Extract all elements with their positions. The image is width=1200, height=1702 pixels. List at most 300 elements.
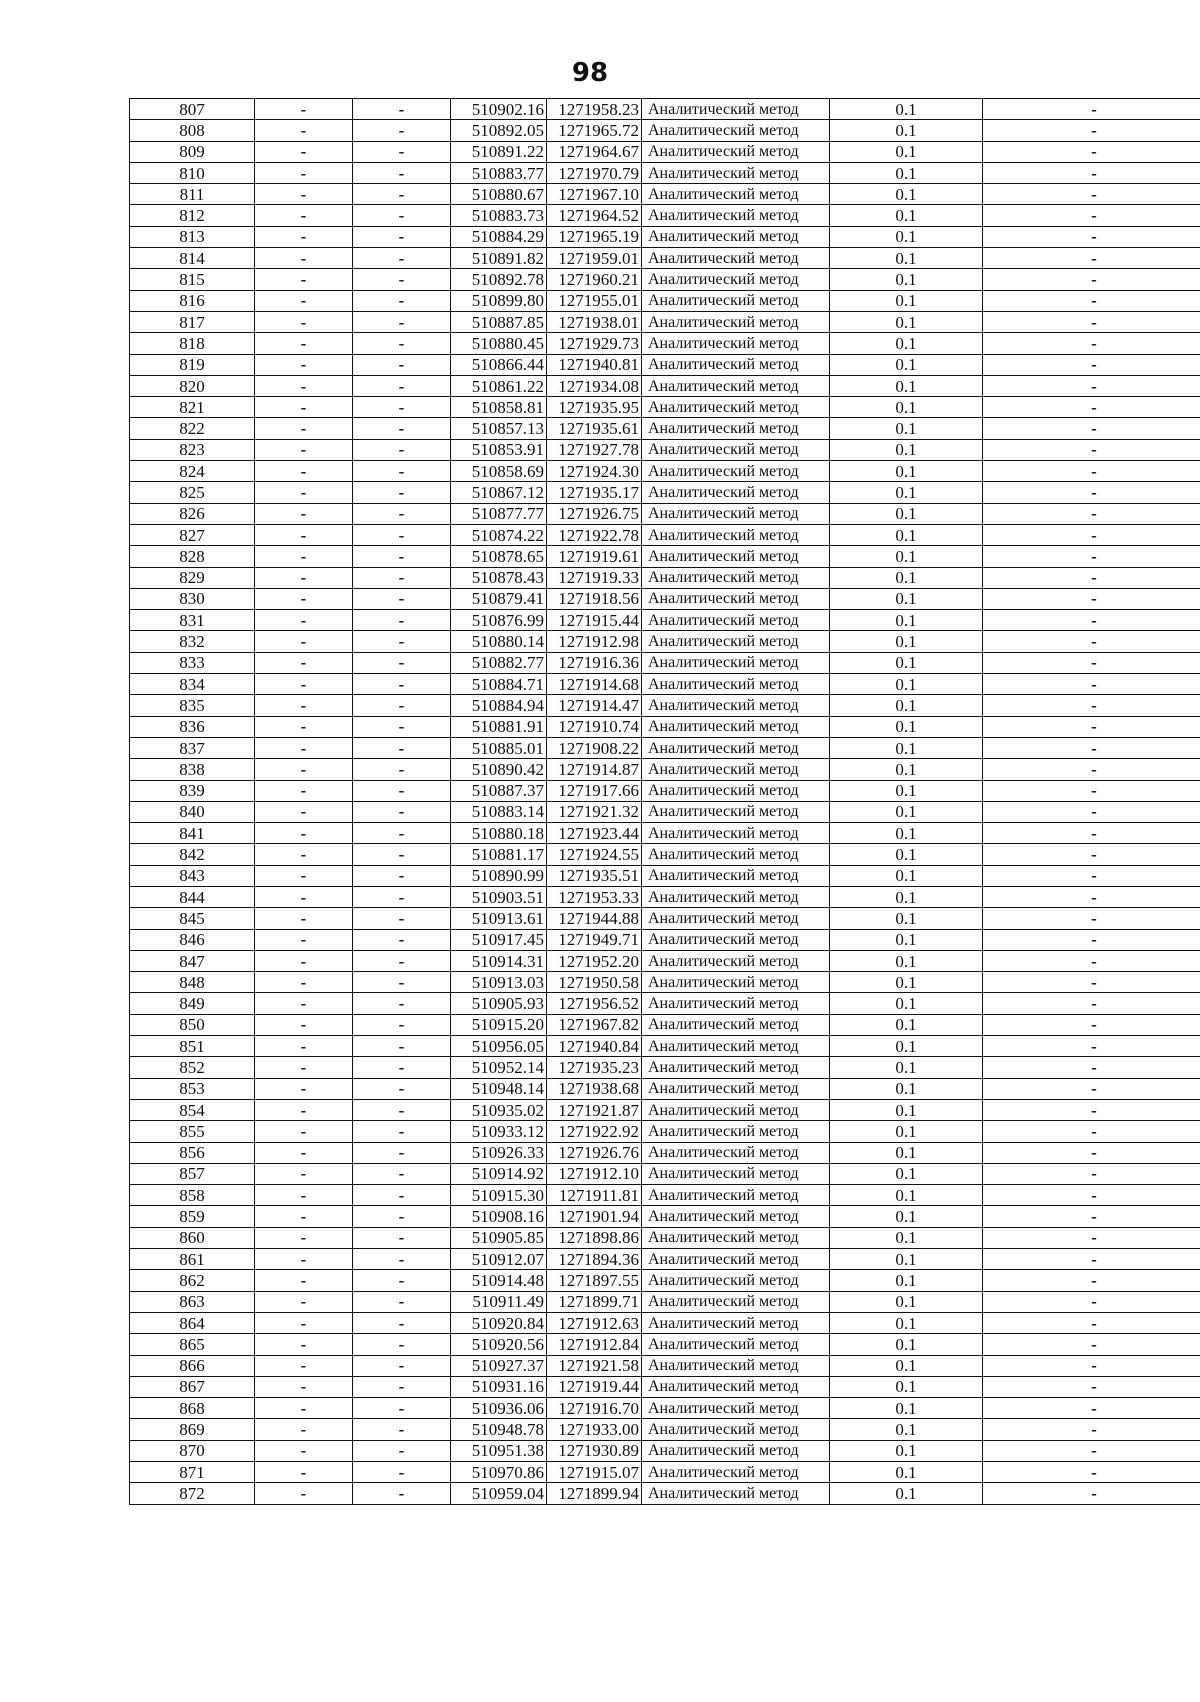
dash-cell: - [353, 1483, 451, 1504]
dash-cell: - [353, 1440, 451, 1461]
dash-cell: - [255, 354, 353, 375]
y-coordinate-cell: 1271938.01 [547, 311, 642, 332]
y-coordinate-cell: 1271923.44 [547, 823, 642, 844]
table-row [130, 1036, 1200, 1057]
point-number-cell: 848 [130, 972, 255, 993]
description-cell: - [983, 674, 1200, 695]
y-coordinate-cell: 1271927.78 [547, 439, 642, 460]
description-cell: - [983, 1440, 1200, 1461]
y-coordinate-cell: 1271926.76 [547, 1142, 642, 1163]
dash-cell: - [353, 993, 451, 1014]
accuracy-cell: 0.1 [830, 1057, 983, 1078]
y-coordinate-cell: 1271967.10 [547, 184, 642, 205]
dash-cell: - [255, 652, 353, 673]
method-cell: Аналитический метод [642, 461, 830, 482]
dash-cell: - [353, 759, 451, 780]
y-coordinate-cell: 1271894.36 [547, 1249, 642, 1270]
point-number-cell: 830 [130, 588, 255, 609]
table-row [130, 631, 1200, 652]
point-number-cell: 843 [130, 865, 255, 886]
accuracy-cell: 0.1 [830, 290, 983, 311]
point-number-cell: 866 [130, 1355, 255, 1376]
point-number-cell: 851 [130, 1036, 255, 1057]
accuracy-cell: 0.1 [830, 567, 983, 588]
x-coordinate-cell: 510880.67 [451, 184, 547, 205]
method-cell: Аналитический метод [642, 418, 830, 439]
accuracy-cell: 0.1 [830, 141, 983, 162]
dash-cell: - [353, 1291, 451, 1312]
accuracy-cell: 0.1 [830, 1014, 983, 1035]
y-coordinate-cell: 1271912.98 [547, 631, 642, 652]
method-cell: Аналитический метод [642, 801, 830, 822]
method-cell: Аналитический метод [642, 1270, 830, 1291]
accuracy-cell: 0.1 [830, 524, 983, 545]
dash-cell: - [255, 461, 353, 482]
y-coordinate-cell: 1271960.21 [547, 269, 642, 290]
dash-cell: - [255, 290, 353, 311]
table-row [130, 610, 1200, 631]
description-cell: - [983, 546, 1200, 567]
table-row [130, 354, 1200, 375]
table-row [130, 99, 1200, 120]
y-coordinate-cell: 1271964.52 [547, 205, 642, 226]
point-number-cell: 814 [130, 248, 255, 269]
description-cell: - [983, 311, 1200, 332]
point-number-cell: 829 [130, 567, 255, 588]
accuracy-cell: 0.1 [830, 1462, 983, 1483]
y-coordinate-cell: 1271959.01 [547, 248, 642, 269]
table-row [130, 1163, 1200, 1184]
table-row [130, 844, 1200, 865]
x-coordinate-cell: 510883.73 [451, 205, 547, 226]
accuracy-cell: 0.1 [830, 950, 983, 971]
y-coordinate-cell: 1271917.66 [547, 780, 642, 801]
y-coordinate-cell: 1271958.23 [547, 99, 642, 120]
point-number-cell: 840 [130, 801, 255, 822]
accuracy-cell: 0.1 [830, 120, 983, 141]
dash-cell: - [353, 1121, 451, 1142]
table-row [130, 1419, 1200, 1440]
x-coordinate-cell: 510933.12 [451, 1121, 547, 1142]
point-number-cell: 869 [130, 1419, 255, 1440]
accuracy-cell: 0.1 [830, 1398, 983, 1419]
accuracy-cell: 0.1 [830, 1334, 983, 1355]
x-coordinate-cell: 510880.14 [451, 631, 547, 652]
table-row [130, 1376, 1200, 1397]
point-number-cell: 833 [130, 652, 255, 673]
method-cell: Аналитический метод [642, 1163, 830, 1184]
x-coordinate-cell: 510948.78 [451, 1419, 547, 1440]
dash-cell: - [255, 1376, 353, 1397]
description-cell: - [983, 397, 1200, 418]
description-cell: - [983, 567, 1200, 588]
x-coordinate-cell: 510959.04 [451, 1483, 547, 1504]
point-number-cell: 841 [130, 823, 255, 844]
accuracy-cell: 0.1 [830, 1185, 983, 1206]
x-coordinate-cell: 510881.91 [451, 716, 547, 737]
method-cell: Аналитический метод [642, 397, 830, 418]
table-row [130, 716, 1200, 737]
dash-cell: - [353, 439, 451, 460]
y-coordinate-cell: 1271956.52 [547, 993, 642, 1014]
description-cell: - [983, 226, 1200, 247]
method-cell: Аналитический метод [642, 1462, 830, 1483]
accuracy-cell: 0.1 [830, 1163, 983, 1184]
accuracy-cell: 0.1 [830, 972, 983, 993]
description-cell: - [983, 461, 1200, 482]
point-number-cell: 827 [130, 524, 255, 545]
accuracy-cell: 0.1 [830, 801, 983, 822]
accuracy-cell: 0.1 [830, 482, 983, 503]
method-cell: Аналитический метод [642, 1057, 830, 1078]
y-coordinate-cell: 1271924.55 [547, 844, 642, 865]
dash-cell: - [353, 886, 451, 907]
dash-cell: - [255, 886, 353, 907]
description-cell: - [983, 290, 1200, 311]
table-row [130, 439, 1200, 460]
x-coordinate-cell: 510926.33 [451, 1142, 547, 1163]
method-cell: Аналитический метод [642, 993, 830, 1014]
dash-cell: - [255, 1121, 353, 1142]
method-cell: Аналитический метод [642, 120, 830, 141]
dash-cell: - [255, 99, 353, 120]
point-number-cell: 832 [130, 631, 255, 652]
x-coordinate-cell: 510879.41 [451, 588, 547, 609]
accuracy-cell: 0.1 [830, 886, 983, 907]
dash-cell: - [353, 631, 451, 652]
x-coordinate-cell: 510877.77 [451, 503, 547, 524]
dash-cell: - [353, 290, 451, 311]
x-coordinate-cell: 510913.61 [451, 908, 547, 929]
y-coordinate-cell: 1271914.87 [547, 759, 642, 780]
y-coordinate-cell: 1271934.08 [547, 375, 642, 396]
accuracy-cell: 0.1 [830, 674, 983, 695]
x-coordinate-cell: 510858.69 [451, 461, 547, 482]
dash-cell: - [255, 226, 353, 247]
dash-cell: - [353, 1419, 451, 1440]
accuracy-cell: 0.1 [830, 99, 983, 120]
dash-cell: - [255, 503, 353, 524]
accuracy-cell: 0.1 [830, 737, 983, 758]
description-cell: - [983, 610, 1200, 631]
point-number-cell: 831 [130, 610, 255, 631]
table-row [130, 865, 1200, 886]
description-cell: - [983, 1249, 1200, 1270]
method-cell: Аналитический метод [642, 1121, 830, 1142]
x-coordinate-cell: 510911.49 [451, 1291, 547, 1312]
method-cell: Аналитический метод [642, 439, 830, 460]
point-number-cell: 855 [130, 1121, 255, 1142]
dash-cell: - [353, 226, 451, 247]
table-row [130, 759, 1200, 780]
description-cell: - [983, 695, 1200, 716]
accuracy-cell: 0.1 [830, 354, 983, 375]
method-cell: Аналитический метод [642, 1483, 830, 1504]
dash-cell: - [255, 482, 353, 503]
table-row [130, 993, 1200, 1014]
point-number-cell: 809 [130, 141, 255, 162]
point-number-cell: 821 [130, 397, 255, 418]
dash-cell: - [255, 184, 353, 205]
x-coordinate-cell: 510878.43 [451, 567, 547, 588]
table-row [130, 886, 1200, 907]
dash-cell: - [255, 311, 353, 332]
dash-cell: - [255, 588, 353, 609]
y-coordinate-cell: 1271911.81 [547, 1185, 642, 1206]
description-cell: - [983, 1121, 1200, 1142]
x-coordinate-cell: 510912.07 [451, 1249, 547, 1270]
description-cell: - [983, 865, 1200, 886]
dash-cell: - [255, 269, 353, 290]
dash-cell: - [353, 695, 451, 716]
x-coordinate-cell: 510903.51 [451, 886, 547, 907]
method-cell: Аналитический метод [642, 1376, 830, 1397]
dash-cell: - [255, 1057, 353, 1078]
y-coordinate-cell: 1271921.58 [547, 1355, 642, 1376]
accuracy-cell: 0.1 [830, 1419, 983, 1440]
dash-cell: - [353, 354, 451, 375]
accuracy-cell: 0.1 [830, 1291, 983, 1312]
dash-cell: - [353, 823, 451, 844]
description-cell: - [983, 354, 1200, 375]
description-cell: - [983, 844, 1200, 865]
x-coordinate-cell: 510899.80 [451, 290, 547, 311]
x-coordinate-cell: 510917.45 [451, 929, 547, 950]
dash-cell: - [255, 780, 353, 801]
accuracy-cell: 0.1 [830, 1121, 983, 1142]
dash-cell: - [255, 1440, 353, 1461]
point-number-cell: 818 [130, 333, 255, 354]
coordinates-table [129, 98, 1200, 1505]
description-cell: - [983, 780, 1200, 801]
accuracy-cell: 0.1 [830, 588, 983, 609]
description-cell: - [983, 1206, 1200, 1227]
point-number-cell: 867 [130, 1376, 255, 1397]
dash-cell: - [255, 524, 353, 545]
table-row [130, 205, 1200, 226]
x-coordinate-cell: 510915.30 [451, 1185, 547, 1206]
table-row [130, 1270, 1200, 1291]
table-row [130, 674, 1200, 695]
table-row [130, 1440, 1200, 1461]
accuracy-cell: 0.1 [830, 162, 983, 183]
table-row [130, 1185, 1200, 1206]
point-number-cell: 860 [130, 1227, 255, 1248]
description-cell: - [983, 205, 1200, 226]
y-coordinate-cell: 1271930.89 [547, 1440, 642, 1461]
method-cell: Аналитический метод [642, 716, 830, 737]
table-row [130, 737, 1200, 758]
point-number-cell: 824 [130, 461, 255, 482]
x-coordinate-cell: 510890.99 [451, 865, 547, 886]
method-cell: Аналитический метод [642, 524, 830, 545]
y-coordinate-cell: 1271918.56 [547, 588, 642, 609]
x-coordinate-cell: 510885.01 [451, 737, 547, 758]
point-number-cell: 862 [130, 1270, 255, 1291]
y-coordinate-cell: 1271924.30 [547, 461, 642, 482]
method-cell: Аналитический метод [642, 823, 830, 844]
dash-cell: - [255, 1398, 353, 1419]
y-coordinate-cell: 1271916.70 [547, 1398, 642, 1419]
y-coordinate-cell: 1271912.63 [547, 1312, 642, 1333]
dash-cell: - [353, 844, 451, 865]
description-cell: - [983, 503, 1200, 524]
point-number-cell: 836 [130, 716, 255, 737]
method-cell: Аналитический метод [642, 674, 830, 695]
point-number-cell: 817 [130, 311, 255, 332]
dash-cell: - [353, 950, 451, 971]
dash-cell: - [353, 503, 451, 524]
method-cell: Аналитический метод [642, 759, 830, 780]
dash-cell: - [353, 546, 451, 567]
x-coordinate-cell: 510883.14 [451, 801, 547, 822]
x-coordinate-cell: 510876.99 [451, 610, 547, 631]
accuracy-cell: 0.1 [830, 865, 983, 886]
y-coordinate-cell: 1271916.36 [547, 652, 642, 673]
method-cell: Аналитический метод [642, 567, 830, 588]
description-cell: - [983, 1142, 1200, 1163]
accuracy-cell: 0.1 [830, 610, 983, 631]
table-row [130, 1355, 1200, 1376]
accuracy-cell: 0.1 [830, 823, 983, 844]
dash-cell: - [353, 972, 451, 993]
table-row [130, 184, 1200, 205]
description-cell: - [983, 1291, 1200, 1312]
x-coordinate-cell: 510952.14 [451, 1057, 547, 1078]
x-coordinate-cell: 510881.17 [451, 844, 547, 865]
y-coordinate-cell: 1271910.74 [547, 716, 642, 737]
accuracy-cell: 0.1 [830, 780, 983, 801]
y-coordinate-cell: 1271965.19 [547, 226, 642, 247]
description-cell: - [983, 972, 1200, 993]
description-cell: - [983, 375, 1200, 396]
dash-cell: - [255, 1312, 353, 1333]
point-number-cell: 828 [130, 546, 255, 567]
table-row [130, 1462, 1200, 1483]
dash-cell: - [255, 120, 353, 141]
accuracy-cell: 0.1 [830, 1376, 983, 1397]
dash-cell: - [353, 397, 451, 418]
table-row [130, 652, 1200, 673]
description-cell: - [983, 1014, 1200, 1035]
dash-cell: - [255, 1462, 353, 1483]
description-cell: - [983, 184, 1200, 205]
point-number-cell: 846 [130, 929, 255, 950]
y-coordinate-cell: 1271929.73 [547, 333, 642, 354]
x-coordinate-cell: 510883.77 [451, 162, 547, 183]
description-cell: - [983, 141, 1200, 162]
description-cell: - [983, 439, 1200, 460]
x-coordinate-cell: 510970.86 [451, 1462, 547, 1483]
accuracy-cell: 0.1 [830, 269, 983, 290]
dash-cell: - [353, 652, 451, 673]
point-number-cell: 865 [130, 1334, 255, 1355]
point-number-cell: 825 [130, 482, 255, 503]
x-coordinate-cell: 510936.06 [451, 1398, 547, 1419]
dash-cell: - [255, 248, 353, 269]
method-cell: Аналитический метод [642, 503, 830, 524]
point-number-cell: 839 [130, 780, 255, 801]
dash-cell: - [255, 801, 353, 822]
dash-cell: - [255, 1142, 353, 1163]
dash-cell: - [255, 865, 353, 886]
y-coordinate-cell: 1271964.67 [547, 141, 642, 162]
dash-cell: - [255, 397, 353, 418]
description-cell: - [983, 269, 1200, 290]
y-coordinate-cell: 1271919.44 [547, 1376, 642, 1397]
method-cell: Аналитический метод [642, 1185, 830, 1206]
table-row [130, 524, 1200, 545]
x-coordinate-cell: 510914.92 [451, 1163, 547, 1184]
dash-cell: - [353, 737, 451, 758]
dash-cell: - [255, 141, 353, 162]
table-row [130, 1334, 1200, 1355]
x-coordinate-cell: 510880.45 [451, 333, 547, 354]
table-row [130, 333, 1200, 354]
description-cell: - [983, 1312, 1200, 1333]
table-row [130, 248, 1200, 269]
description-cell: - [983, 248, 1200, 269]
point-number-cell: 838 [130, 759, 255, 780]
accuracy-cell: 0.1 [830, 1440, 983, 1461]
table-row [130, 141, 1200, 162]
dash-cell: - [353, 1227, 451, 1248]
description-cell: - [983, 886, 1200, 907]
x-coordinate-cell: 510878.65 [451, 546, 547, 567]
dash-cell: - [255, 1099, 353, 1120]
method-cell: Аналитический метод [642, 375, 830, 396]
x-coordinate-cell: 510927.37 [451, 1355, 547, 1376]
point-number-cell: 870 [130, 1440, 255, 1461]
dash-cell: - [255, 1014, 353, 1035]
dash-cell: - [255, 972, 353, 993]
point-number-cell: 842 [130, 844, 255, 865]
dash-cell: - [353, 482, 451, 503]
x-coordinate-cell: 510887.37 [451, 780, 547, 801]
dash-cell: - [255, 1185, 353, 1206]
point-number-cell: 871 [130, 1462, 255, 1483]
description-cell: - [983, 823, 1200, 844]
dash-cell: - [353, 120, 451, 141]
accuracy-cell: 0.1 [830, 759, 983, 780]
description-cell: - [983, 759, 1200, 780]
table-row [130, 1398, 1200, 1419]
table-row [130, 162, 1200, 183]
dash-cell: - [353, 311, 451, 332]
table-row [130, 1099, 1200, 1120]
description-cell: - [983, 908, 1200, 929]
accuracy-cell: 0.1 [830, 439, 983, 460]
point-number-cell: 837 [130, 737, 255, 758]
x-coordinate-cell: 510935.02 [451, 1099, 547, 1120]
description-cell: - [983, 993, 1200, 1014]
point-number-cell: 808 [130, 120, 255, 141]
table-row [130, 311, 1200, 332]
x-coordinate-cell: 510858.81 [451, 397, 547, 418]
x-coordinate-cell: 510884.94 [451, 695, 547, 716]
method-cell: Аналитический метод [642, 695, 830, 716]
x-coordinate-cell: 510891.82 [451, 248, 547, 269]
dash-cell: - [255, 1249, 353, 1270]
accuracy-cell: 0.1 [830, 1206, 983, 1227]
accuracy-cell: 0.1 [830, 1036, 983, 1057]
table-row [130, 1078, 1200, 1099]
description-cell: - [983, 1419, 1200, 1440]
description-cell: - [983, 1036, 1200, 1057]
accuracy-cell: 0.1 [830, 844, 983, 865]
dash-cell: - [353, 162, 451, 183]
table-row [130, 780, 1200, 801]
